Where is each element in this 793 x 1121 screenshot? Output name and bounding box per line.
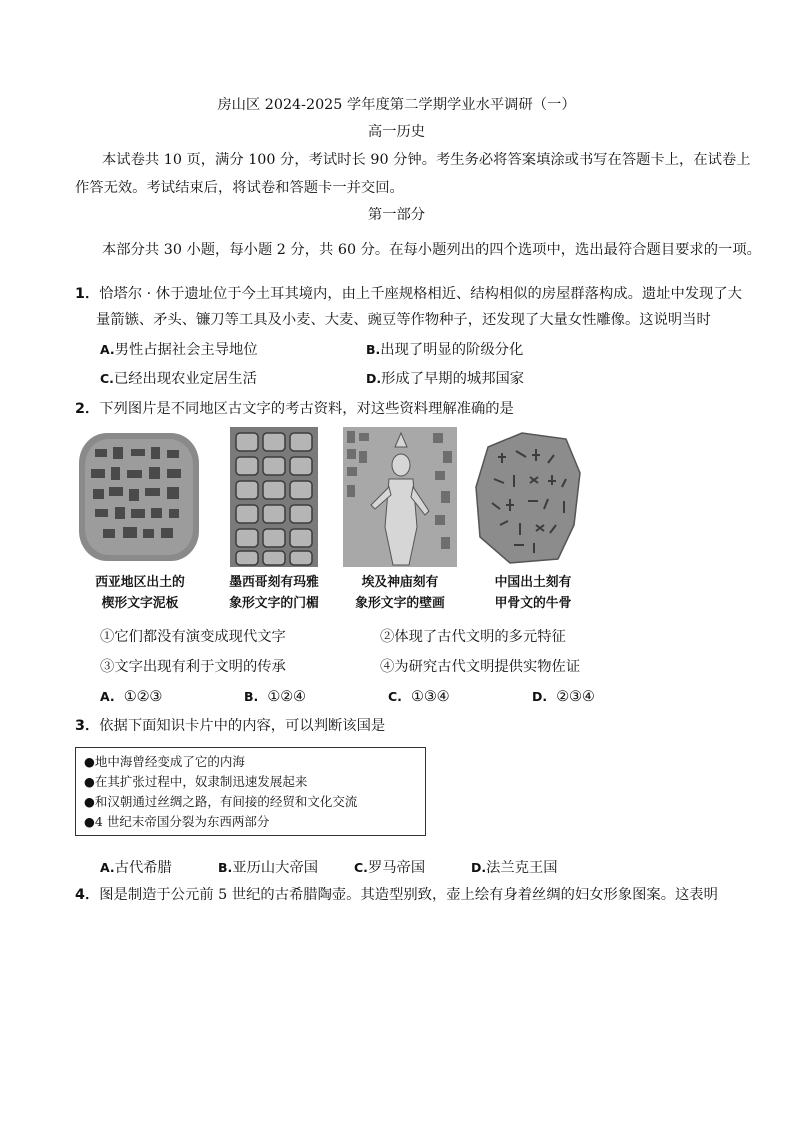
knowledge-card (75, 747, 426, 836)
maya-lintel-image (228, 427, 320, 567)
egyptian-mural-image (343, 427, 457, 567)
question-1-option-a[interactable]: A.男性占据社会主导地位 (100, 342, 258, 358)
card-item: ●地中海曾经变成了它的内海 (84, 754, 245, 769)
question-2-option-a[interactable]: A. ①②③ (100, 689, 163, 705)
section-title: 第一部分 (367, 207, 426, 223)
instructions-line1: 本试卷共 10 页，满分 100 分，考试时长 90 分钟。考生务必将答案填涂或书写在答题卡上，在试卷上 (102, 152, 751, 168)
cuneiform-tablet-image (75, 427, 203, 567)
oracle-bone-image (470, 427, 590, 567)
instructions-line2: 作答无效。考试结束后，将试卷和答题卡一并交回。 (75, 180, 404, 196)
question-3-option-a[interactable]: A.古代希腊 (100, 860, 172, 876)
question-3-option-c[interactable]: C.罗马帝国 (354, 860, 426, 876)
card-item: ●和汉朝通过丝绸之路，有间接的经贸和文化交流 (84, 794, 358, 809)
question-3-number: 3． (75, 718, 100, 734)
question-4-number: 4． (75, 887, 100, 903)
question-3-option-b[interactable]: B.亚历山大帝国 (218, 860, 319, 876)
question-1-line2: 量箭镞、矛头、镰刀等工具及小麦、大麦、豌豆等作物种子，还发现了大量女性雕像。这说明当时 (96, 312, 711, 328)
exam-subject: 高一历史 (367, 124, 426, 140)
question-1-number: 1． (75, 286, 100, 302)
question-2-stem: 2．下列图片是不同地区古文字的考古资料，对这些资料理解准确的是 (75, 401, 514, 417)
caption-maya: 墨西哥刻有玛雅 象形文字的门楣 (229, 575, 319, 611)
card-item: ●在其扩张过程中，奴隶制迅速发展起来 (84, 774, 308, 789)
question-2-option-d[interactable]: D. ②③④ (532, 689, 595, 705)
question-3-stem: 3．依据下面知识卡片中的内容，可以判断该国是 (75, 718, 386, 734)
caption-cuneiform: 西亚地区出土的 楔形文字泥板 (95, 575, 185, 611)
statement-2: ②体现了古代文明的多元特征 (380, 629, 566, 645)
statement-4: ④为研究古代文明提供实物佐证 (380, 659, 581, 675)
question-1-line1: 恰塔尔 · 休于遗址位于今土耳其境内，由上千座规格相近、结构相似的房屋群落构成。遗址中发现了大 (99, 286, 742, 302)
question-2-number: 2． (75, 401, 100, 417)
question-1-stem (75, 286, 742, 302)
card-item: ●4 世纪末帝国分裂为东西两部分 (84, 814, 270, 829)
question-3-option-d[interactable]: D.法兰克王国 (471, 860, 558, 876)
question-4-stem: 4．图是制造于公元前 5 世纪的古希腊陶壶。其造型别致，壶上绘有身着丝绸的妇女形象图案。这表明 (75, 887, 718, 903)
question-2-option-c[interactable]: C. ①③④ (388, 689, 450, 705)
exam-title: 房山区 2024-2025 学年度第二学期学业水平调研（一） (217, 97, 576, 113)
caption-oracle-bone: 中国出土刻有 甲骨文的牛骨 (494, 575, 572, 611)
question-2-option-b[interactable]: B. ①②④ (244, 689, 306, 705)
statement-3: ③文字出现有利于文明的传承 (100, 659, 286, 675)
section-intro: 本部分共 30 小题，每小题 2 分，共 60 分。在每小题列出的四个选项中，选出最符合题目要求的一项。 (102, 242, 761, 258)
question-1-option-b[interactable]: B.出现了明显的阶级分化 (366, 342, 524, 358)
question-1-option-d[interactable]: D.形成了早期的城邦国家 (366, 371, 525, 387)
question-1-option-c[interactable]: C.已经出现农业定居生活 (100, 371, 257, 387)
statement-1: ①它们都没有演变成现代文字 (100, 629, 286, 645)
caption-egypt: 埃及神庙刻有 象形文字的壁画 (355, 575, 445, 611)
